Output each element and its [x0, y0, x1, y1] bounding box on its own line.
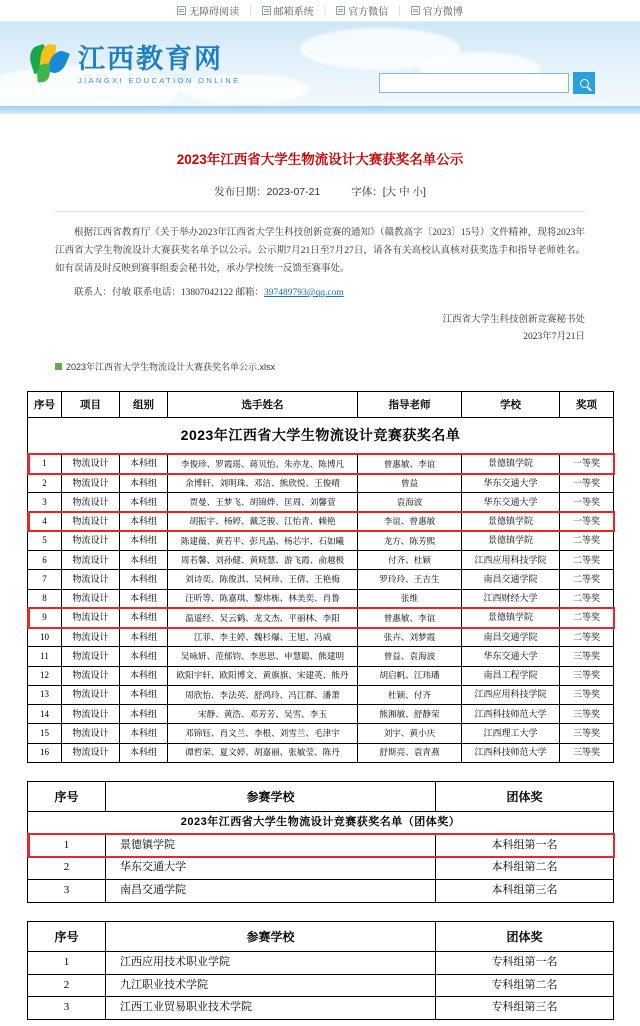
header-group: 组别: [120, 392, 168, 418]
cell-teachers: 曾益、袁海波: [358, 647, 462, 666]
header-award: 奖项: [560, 392, 614, 418]
publish-date: 发布日期：2023-07-21: [214, 186, 321, 198]
cell-teachers: 曾惠敏、李谊: [358, 608, 462, 627]
cell-award: 专科组第二名: [436, 974, 614, 997]
cell-project: 物流设计: [62, 589, 120, 608]
header-school: 参赛学校: [106, 781, 436, 811]
wechat-label: 官方微信: [348, 7, 389, 18]
cell-students: 谭哲荣、夏文婷、胡嘉丽、张敏莹、陈丹: [168, 743, 358, 762]
cell-school: 江西科技师范大学: [462, 705, 560, 724]
table-title-row: [28, 811, 614, 834]
cell-award: 三等奖: [560, 724, 614, 743]
cell-teachers: 罗玲玲、王吉生: [358, 570, 462, 589]
table-row: [28, 743, 614, 762]
contact-email-link[interactable]: 397489793@qq.com: [264, 288, 344, 299]
table-row: [28, 628, 614, 647]
cell-group: 本科组: [120, 454, 168, 473]
cell-no: 1: [28, 951, 106, 974]
top-utility-bar: [0, 0, 640, 22]
cell-students: 汪昕等、陈嘉琪、黎炜栋、林美奕、肖鲁: [168, 589, 358, 608]
cell-award: 一等奖: [560, 493, 614, 512]
cell-teachers: 袁海波: [358, 493, 462, 512]
individual-award-table: [27, 391, 614, 763]
cell-school: 南昌交通学院: [462, 628, 560, 647]
table-row: [28, 454, 614, 473]
weibo-link[interactable]: [411, 3, 463, 18]
cell-teachers: 熊湘敏、舒静荣: [358, 705, 462, 724]
cell-no: 11: [28, 647, 62, 666]
cell-school: 江西应用科技学院: [462, 551, 560, 570]
cell-students: 温遥经、吴云鹤、龙文杰、平丽林、李阳: [168, 608, 358, 627]
cell-award: 三等奖: [560, 705, 614, 724]
cell-school: 江西工业贸易职业技术学院: [106, 997, 436, 1020]
cell-students: 刘诗奕、陈俊淇、吴柯珍、王倩、王艳梅: [168, 570, 358, 589]
table-header-row: [28, 392, 614, 418]
cell-award: 三等奖: [560, 685, 614, 704]
font-size-label: 字体：: [351, 186, 383, 198]
table-row: [28, 857, 614, 880]
cell-no: 7: [28, 570, 62, 589]
individual-award-table-body: [28, 454, 614, 762]
cell-teachers: 曾益: [358, 474, 462, 493]
wechat-icon: [336, 6, 345, 15]
logo-title-en: JIANGXI EDUCATION ONLINE: [78, 75, 241, 85]
cell-group: 本科组: [120, 531, 168, 550]
cell-group: 本科组: [120, 551, 168, 570]
cell-teachers: 张维: [358, 589, 462, 608]
header-no: 序号: [28, 781, 106, 811]
cell-school: 华东交通大学: [462, 493, 560, 512]
table-row: [28, 570, 614, 589]
cell-award: 专科组第一名: [436, 951, 614, 974]
header-award: 团体奖: [436, 921, 614, 951]
cell-school: 华东交通大学: [462, 647, 560, 666]
cell-group: 本科组: [120, 589, 168, 608]
cell-project: 物流设计: [62, 608, 120, 627]
cell-no: 3: [28, 493, 62, 512]
cell-group: 本科组: [120, 724, 168, 743]
cell-group: 本科组: [120, 647, 168, 666]
cell-award: 本科组第二名: [436, 857, 614, 880]
header-school: 参赛学校: [106, 921, 436, 951]
team-undergrad-table-wrap: [27, 781, 613, 903]
cell-no: 3: [28, 880, 106, 903]
cell-no: 6: [28, 551, 62, 570]
cell-group: 本科组: [120, 628, 168, 647]
search-input[interactable]: [379, 73, 569, 93]
cell-no: 2: [28, 857, 106, 880]
header-teachers: 指导老师: [358, 392, 462, 418]
cell-group: 本科组: [120, 705, 168, 724]
cell-no: 15: [28, 724, 62, 743]
attachment-link[interactable]: [55, 360, 585, 373]
wechat-link[interactable]: [336, 3, 388, 18]
cell-project: 物流设计: [62, 474, 120, 493]
cell-teachers: 李谊、曾惠敏: [358, 512, 462, 531]
table-row: [28, 951, 614, 974]
table-row: [28, 834, 614, 857]
mail-icon: [262, 6, 271, 15]
cell-project: 物流设计: [62, 724, 120, 743]
cell-award: 二等奖: [560, 551, 614, 570]
cell-students: 李俊珍、罗霞瑶、蒋贝怡、朱亦龙、陈博凡: [168, 454, 358, 473]
cell-teachers: 刘宇、黄小庆: [358, 724, 462, 743]
cell-award: 三等奖: [560, 666, 614, 685]
attachment-label: 2023年江西省大学生物流设计大赛获奖名单公示.xlsx: [66, 362, 276, 373]
cell-students: 宋静、黄浩、邓芳芳、吴雪、李玉: [168, 705, 358, 724]
search-icon: [580, 79, 589, 88]
article-body: [55, 224, 585, 302]
cell-project: 物流设计: [62, 705, 120, 724]
table-title-row: [28, 418, 614, 455]
barrier-free-icon: [177, 6, 186, 15]
cell-school: 南昌工程学院: [462, 666, 560, 685]
table-header-row: [28, 781, 614, 811]
cell-award: 二等奖: [560, 628, 614, 647]
signature-block: [55, 312, 585, 346]
cell-school: 华东交通大学: [106, 857, 436, 880]
header-no: 序号: [28, 921, 106, 951]
banner-bottom-strip: [0, 106, 640, 114]
table-row: [28, 474, 614, 493]
table-header-row: [28, 921, 614, 951]
cell-school: 江西理工大学: [462, 724, 560, 743]
table-row: [28, 997, 614, 1020]
cell-no: 13: [28, 685, 62, 704]
cell-school: 南昌交通学院: [106, 880, 436, 903]
cell-school: 江西科技师范大学: [462, 743, 560, 762]
cell-group: 本科组: [120, 493, 168, 512]
table-row: [28, 666, 614, 685]
attachment-icon: [55, 363, 62, 370]
cell-school: 九江职业技术学院: [106, 974, 436, 997]
accessibility-link[interactable]: [177, 3, 239, 18]
cell-students: 胡振宇、杨婷、戴芝骏、江怡青、赖艳: [168, 512, 358, 531]
table-row: [28, 531, 614, 550]
cell-school: 江西财经大学: [462, 589, 560, 608]
cell-students: 余博轩、刘明珠、邓洁、熊欣悦、王俊晴: [168, 474, 358, 493]
cell-no: 3: [28, 997, 106, 1020]
cell-group: 本科组: [120, 474, 168, 493]
cell-no: 1: [28, 834, 106, 857]
table-title: 2023年江西省大学生物流设计竞赛获奖名单: [28, 418, 614, 455]
cell-teachers: 杜颖、付齐: [358, 685, 462, 704]
cell-award: 二等奖: [560, 570, 614, 589]
cell-school: 景德镇学院: [462, 512, 560, 531]
article-meta: [55, 184, 585, 199]
cell-teachers: 张卉、刘梦霞: [358, 628, 462, 647]
weibo-icon: [411, 6, 420, 15]
header-no: 序号: [28, 392, 62, 418]
cell-project: 物流设计: [62, 647, 120, 666]
cell-school: 南昌交通学院: [462, 570, 560, 589]
table-row: [28, 705, 614, 724]
cell-award: 一等奖: [560, 474, 614, 493]
header-school: 学校: [462, 392, 560, 418]
team-vocational-table: [27, 921, 614, 1020]
cell-award: 本科组第三名: [436, 880, 614, 903]
table-row: [28, 512, 614, 531]
cell-teachers: 胡启帆、江玮璠: [358, 666, 462, 685]
cell-teachers: 付齐、杜颖: [358, 551, 462, 570]
cell-project: 物流设计: [62, 628, 120, 647]
cell-group: 本科组: [120, 685, 168, 704]
search-area: [379, 72, 595, 94]
header-award: 团体奖: [436, 781, 614, 811]
table-row: [28, 724, 614, 743]
cell-school: 江西应用技术职业学院: [106, 951, 436, 974]
cell-students: 周欣怡、李法英、舒鸿玲、冯江群、潘萧: [168, 685, 358, 704]
cell-school: 华东交通大学: [462, 474, 560, 493]
cell-no: 16: [28, 743, 62, 762]
cell-no: 10: [28, 628, 62, 647]
cell-project: 物流设计: [62, 570, 120, 589]
cell-award: 二等奖: [560, 531, 614, 550]
team-undergrad-table-body: [28, 834, 614, 902]
cell-no: 5: [28, 531, 62, 550]
search-button[interactable]: [573, 72, 595, 94]
cell-students: 陈建薇、黄若平、彭凡晶、杨芯宇、石如曦: [168, 531, 358, 550]
separator: |: [323, 5, 327, 16]
cell-students: 周若馨、刘孙健、黄晓慧、游飞霞、俞越极: [168, 551, 358, 570]
team-vocational-table-wrap: [27, 921, 613, 1020]
table-row: [28, 608, 614, 627]
cell-school: 景德镇学院: [462, 531, 560, 550]
signature-date: 2023年7月21日: [523, 332, 585, 343]
cell-project: 物流设计: [62, 685, 120, 704]
cell-group: 本科组: [120, 512, 168, 531]
cell-award: 二等奖: [560, 589, 614, 608]
logo-title-cn: 江西教育网: [78, 43, 223, 74]
cell-group: 本科组: [120, 666, 168, 685]
cell-award: 一等奖: [560, 512, 614, 531]
table-row: [28, 685, 614, 704]
signature-org: 江西省大学生科技创新竞赛秘书处: [442, 315, 585, 326]
table-row: [28, 551, 614, 570]
cell-no: 14: [28, 705, 62, 724]
team-vocational-table-body: [28, 951, 614, 1019]
cell-no: 1: [28, 454, 62, 473]
cell-school: 景德镇学院: [462, 454, 560, 473]
cell-award: 专科组第三名: [436, 997, 614, 1020]
jiangxi-education-logo-icon: [30, 44, 70, 86]
cell-group: 本科组: [120, 608, 168, 627]
mail-system-label: 邮箱系统: [273, 7, 314, 18]
cell-project: 物流设计: [62, 551, 120, 570]
separator: |: [249, 5, 252, 16]
cell-teachers: 龙方、陈芳熙: [358, 531, 462, 550]
mail-system-link[interactable]: [262, 3, 314, 18]
font-size-options[interactable]: [大 中 小]: [382, 186, 426, 198]
individual-award-table-wrap: [27, 391, 613, 763]
team-undergrad-table: [27, 781, 614, 903]
cell-teachers: 曾惠敏、李谊: [358, 454, 462, 473]
cell-students: 贾曼、王梦飞、胡锦烨、匡周、刘馨萱: [168, 493, 358, 512]
cell-award: 一等奖: [560, 454, 614, 473]
cell-award: 本科组第一名: [436, 834, 614, 857]
table-row: [28, 589, 614, 608]
header-project: 项目: [62, 392, 120, 418]
cell-no: 4: [28, 512, 62, 531]
cell-teachers: 舒斯亮、袁青燕: [358, 743, 462, 762]
cell-students: 吴咏妍、范郁钧、李思思、申慧聪、熊建明: [168, 647, 358, 666]
header-students: 选手姓名: [168, 392, 358, 418]
table-title: 2023年江西省大学生物流设计竞赛获奖名单（团体奖）: [28, 811, 614, 834]
site-banner: [0, 22, 640, 106]
page-title: 2023年江西省大学生物流设计大赛获奖名单公示: [176, 152, 464, 167]
accessibility-label: 无障碍阅读: [189, 7, 240, 18]
table-row: [28, 880, 614, 903]
contact-text: 联系人：付敏 联系电话：13807042122 邮箱：: [74, 288, 265, 299]
table-row: [28, 493, 614, 512]
contact-line: [55, 284, 585, 302]
cell-project: 物流设计: [62, 454, 120, 473]
cell-no: 2: [28, 974, 106, 997]
cell-group: 本科组: [120, 743, 168, 762]
separator: |: [398, 5, 401, 16]
cell-school: 景德镇学院: [462, 608, 560, 627]
cell-award: 二等奖: [560, 608, 614, 627]
cell-students: 欧阳宇轩、欧阳博文、黄旗旗、宋建英、熊丹: [168, 666, 358, 685]
cell-no: 2: [28, 474, 62, 493]
cell-no: 8: [28, 589, 62, 608]
cell-students: 江菲、李主婷、魏杉爆、王旭、冯威: [168, 628, 358, 647]
article-paragraph: 根据江西省教育厅《关于举办2023年江西省大学生科技创新竞赛的通知》（赣教高字〔2023〕15号）文件精神，现将2023年江西省大学生物流设计大赛获奖名单予以公示。公示期7月21日至7月27日，请各有关高校认真核对获奖选手和指导老师姓名。如有误请及时反映到赛事组委会秘书处，承办学校统一反馈至赛事处。: [55, 228, 585, 275]
cell-no: 9: [28, 608, 62, 627]
cell-award: 三等奖: [560, 743, 614, 762]
page-content: [0, 114, 640, 1026]
cell-project: 物流设计: [62, 666, 120, 685]
article-card: [27, 114, 613, 383]
cell-school: 景德镇学院: [106, 834, 436, 857]
table-row: [28, 974, 614, 997]
cell-school: 江西应用科技学院: [462, 685, 560, 704]
cell-group: 本科组: [120, 570, 168, 589]
cell-project: 物流设计: [62, 493, 120, 512]
cell-students: 邓锦钰、肖文兰、李根、刘雪兰、毛津宇: [168, 724, 358, 743]
cell-project: 物流设计: [62, 743, 120, 762]
cell-award: 三等奖: [560, 647, 614, 666]
site-logo[interactable]: [30, 44, 240, 86]
cell-project: 物流设计: [62, 512, 120, 531]
cell-no: 12: [28, 666, 62, 685]
weibo-label: 官方微博: [422, 7, 463, 18]
table-row: [28, 647, 614, 666]
divider: [55, 211, 585, 212]
cell-project: 物流设计: [62, 531, 120, 550]
